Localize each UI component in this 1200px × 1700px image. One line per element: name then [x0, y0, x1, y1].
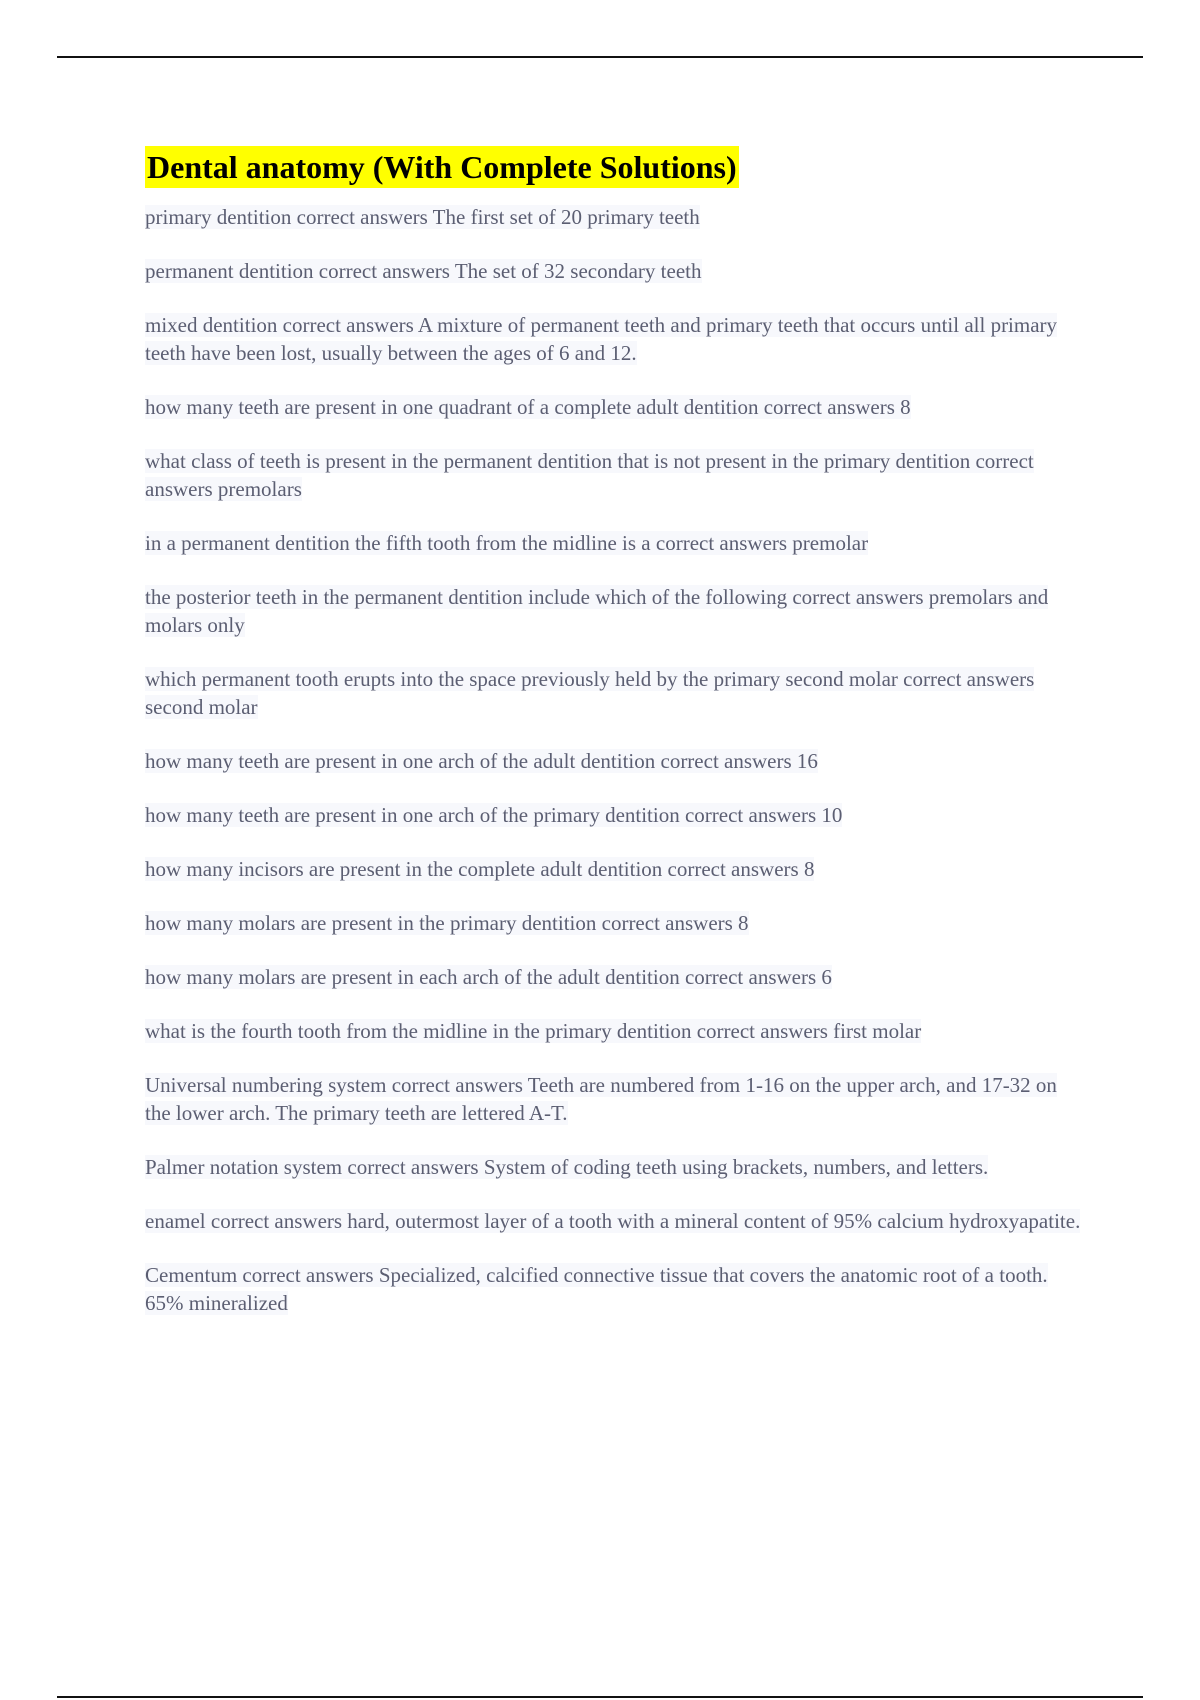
qa-item: [145, 855, 1085, 883]
qa-item: [145, 447, 1085, 503]
document-body: [145, 146, 1085, 1343]
top-rule: [57, 56, 1143, 58]
qa-item: [145, 1207, 1085, 1235]
qa-text: how many teeth are present in one arch of the primary dentition correct answers 10: [145, 803, 843, 827]
qa-text: mixed dentition correct answers A mixture of permanent teeth and primary teeth that occurs until all primary teeth have been lost, usually between the ages of 6 and 12.: [145, 313, 1058, 365]
qa-item: [145, 1261, 1085, 1317]
qa-text: how many incisors are present in the complete adult dentition correct answers 8: [145, 857, 815, 881]
qa-item: [145, 1153, 1085, 1181]
bottom-rule: [57, 1696, 1143, 1698]
qa-text: enamel correct answers hard, outermost layer of a tooth with a mineral content of 95% calcium hydroxyapatite.: [145, 1209, 1081, 1233]
qa-item: [145, 583, 1085, 639]
qa-text: Palmer notation system correct answers System of coding teeth using brackets, numbers, and letters.: [145, 1155, 989, 1179]
qa-text: in a permanent dentition the fifth tooth from the midline is a correct answers premolar: [145, 531, 869, 555]
qa-item: [145, 801, 1085, 829]
qa-text: what is the fourth tooth from the midline in the primary dentition correct answers first molar: [145, 1019, 922, 1043]
qa-text: primary dentition correct answers The first set of 20 primary teeth: [145, 205, 700, 229]
qa-item: [145, 203, 1085, 231]
qa-text: how many molars are present in the primary dentition correct answers 8: [145, 911, 749, 935]
qa-item: [145, 529, 1085, 557]
qa-text: how many molars are present in each arch of the adult dentition correct answers 6: [145, 965, 832, 989]
qa-text: how many teeth are present in one quadrant of a complete adult dentition correct answers 8: [145, 395, 911, 419]
qa-item: [145, 311, 1085, 367]
qa-text: Universal numbering system correct answers Teeth are numbered from 1-16 on the upper arch, and 17-32 on the lower arch. The primary teeth are lettered A-T.: [145, 1073, 1057, 1125]
page-title: Dental anatomy (With Complete Solutions): [145, 146, 739, 188]
qa-item: [145, 1017, 1085, 1045]
qa-item: [145, 747, 1085, 775]
qa-item: [145, 1071, 1085, 1127]
qa-text: how many teeth are present in one arch of the adult dentition correct answers 16: [145, 749, 818, 773]
qa-text: the posterior teeth in the permanent dentition include which of the following correct answers premolars and molars only: [145, 585, 1049, 637]
qa-item: [145, 257, 1085, 285]
qa-text: Cementum correct answers Specialized, calcified connective tissue that covers the anatomic root of a tooth. 65% mineralized: [145, 1263, 1048, 1315]
qa-item: [145, 909, 1085, 937]
qa-item: [145, 393, 1085, 421]
qa-text: which permanent tooth erupts into the space previously held by the primary second molar correct answers second molar: [145, 667, 1035, 719]
qa-list: [145, 203, 1085, 1317]
qa-item: [145, 665, 1085, 721]
qa-text: what class of teeth is present in the permanent dentition that is not present in the primary dentition correct answers premolars: [145, 449, 1034, 501]
qa-item: [145, 963, 1085, 991]
qa-text: permanent dentition correct answers The set of 32 secondary teeth: [145, 259, 702, 283]
